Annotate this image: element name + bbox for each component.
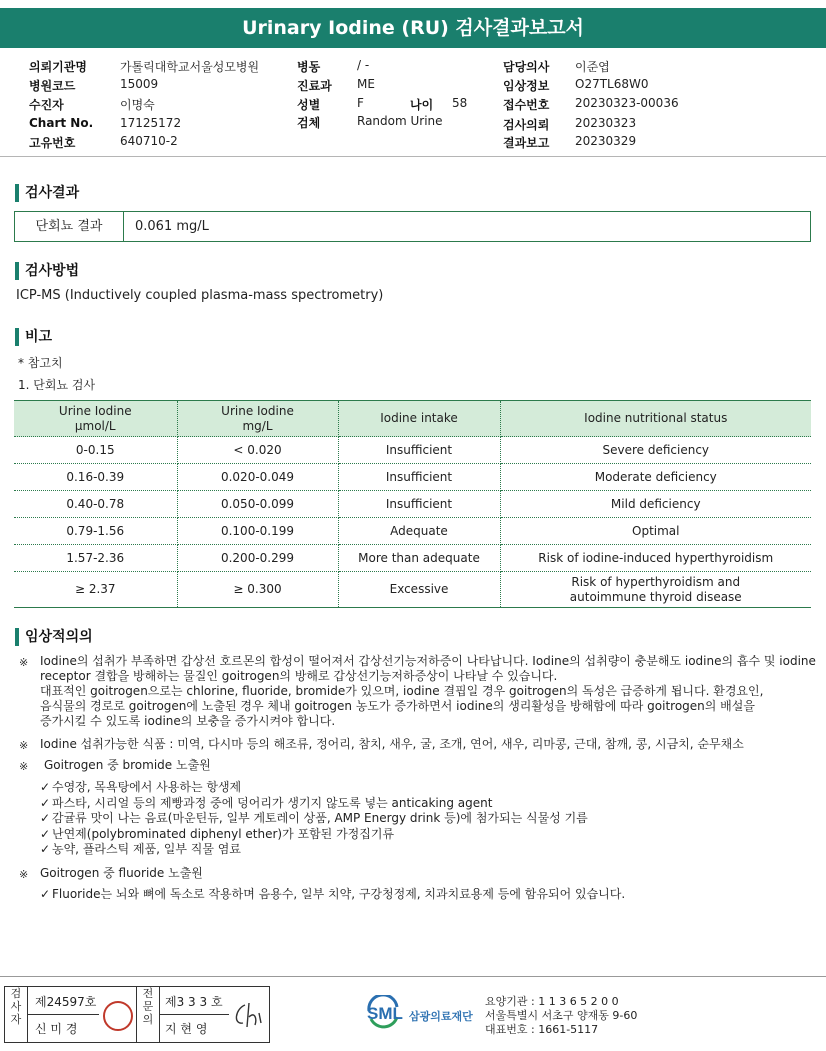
request-label: 검사의뢰 <box>503 118 550 132</box>
examiner-vertical-label: 검 사 자 <box>10 987 22 1026</box>
specialist-number: 제3 3 3 호 <box>165 995 223 1009</box>
table-cell: Optimal <box>500 518 811 545</box>
method-text: ICP-MS (Inductively coupled plasma-mass spectrometry) <box>16 288 384 303</box>
table-cell: Risk of iodine-induced hyperthyroidism <box>500 545 811 572</box>
sex-label: 성별 <box>297 98 321 112</box>
table-cell: Adequate <box>338 518 500 545</box>
table-header-cell: Iodine nutritional status <box>500 401 811 437</box>
institution-value: 가톨릭대학교서울성모병원 <box>120 60 260 74</box>
table-row <box>14 464 811 491</box>
table-cell: < 0.020 <box>177 437 338 464</box>
doctor-label: 담당의사 <box>503 60 550 74</box>
table-cell: Severe deficiency <box>500 437 811 464</box>
reference-table <box>14 400 811 608</box>
dept-label: 진료과 <box>297 79 332 93</box>
bromide-item-5: ✓ 농약, 플라스틱 제품, 일부 직물 염료 <box>40 842 241 856</box>
table-cell: 0.40-0.78 <box>14 491 177 518</box>
sex-value: F <box>357 96 364 110</box>
chart-value: 17125172 <box>120 116 182 130</box>
table-cell: 0.050-0.099 <box>177 491 338 518</box>
unique-label: 고유번호 <box>29 136 76 150</box>
specimen-label: 검체 <box>297 116 321 130</box>
bromide-item-3: ✓ 감귤류 맛이 나는 음료(마운틴듀, 일부 게토레이 상품, AMP Energy drink 등)에 첨가되는 식물성 기름 <box>40 811 588 825</box>
age-value: 58 <box>452 96 468 110</box>
clinical-foods: Iodine 섭취가능한 식품 : 미역, 다시마 등의 해조류, 정어리, 참치, 새우, 굴, 조개, 연어, 새우, 리마콩, 근대, 참깨, 콩, 시금치, 순무채소 <box>40 737 744 751</box>
doctor-value: 이준엽 <box>575 60 610 74</box>
specialist-signature <box>231 999 265 1031</box>
patient-value: 이명숙 <box>120 98 155 112</box>
chart-label: Chart No. <box>29 116 94 130</box>
table-row <box>14 437 811 464</box>
bromide-item-2: ✓ 파스타, 시리얼 등의 제빵과정 중에 덩어리가 생기지 않도록 넣는 anticaking agent <box>40 796 493 810</box>
table-cell: Insufficient <box>338 491 500 518</box>
table-cell: Risk of hyperthyroidism and autoimmune thyroid disease <box>500 572 811 608</box>
sml-logo <box>363 995 483 1035</box>
report-date-label: 결과보고 <box>503 136 550 150</box>
table-cell: Excessive <box>338 572 500 608</box>
table-cell: ≥ 2.37 <box>14 572 177 608</box>
table-cell: Insufficient <box>338 464 500 491</box>
receipt-label: 접수번호 <box>503 98 550 112</box>
fluoride-item-1: ✓ Fluoride는 뇌와 뼈에 독소로 작용하며 음용수, 일부 치약, 구강청정제, 치과치료용제 등에 함유되어 있습니다. <box>40 887 626 901</box>
hospital-code-value: 15009 <box>120 77 159 91</box>
result-box <box>14 211 811 242</box>
check-icon: ✓ <box>40 811 51 825</box>
bromide-item-1: ✓ 수영장, 목욕탕에서 사용하는 항생제 <box>40 780 242 794</box>
examiner-stamp <box>103 1001 133 1031</box>
note-mark-4: ※ <box>19 868 29 881</box>
check-icon: ✓ <box>40 887 51 901</box>
result-label: 단회뇨 결과 <box>15 212 124 241</box>
reference-item: 1. 단회뇨 검사 <box>18 378 96 392</box>
check-icon: ✓ <box>40 842 51 856</box>
organization-info: 요양기관 : 1 1 3 6 5 2 0 0 서울특별시 서초구 양재동 9-60 대표번호 : 1661-5117 <box>485 995 638 1036</box>
fluoride-heading: Goitrogen 중 fluoride 노출원 <box>40 866 203 880</box>
logo-org-name: 삼광의료재단 <box>409 1010 473 1023</box>
clinical-info-value: O27TL68W0 <box>575 77 649 91</box>
specialist-name: 지 현 영 <box>165 1022 208 1036</box>
table-cell: 0-0.15 <box>14 437 177 464</box>
ward-value: / - <box>357 58 370 72</box>
check-icon: ✓ <box>40 796 51 810</box>
table-header-row <box>14 401 811 437</box>
check-icon: ✓ <box>40 827 51 841</box>
table-header-cell: Iodine intake <box>338 401 500 437</box>
signature-box <box>4 986 270 1043</box>
table-row <box>14 518 811 545</box>
result-value: 0.061 mg/L <box>135 219 209 234</box>
logo-text: SML <box>367 1004 403 1023</box>
bromide-heading: Goitrogen 중 bromide 노출원 <box>44 758 211 772</box>
unique-value: 640710-2 <box>120 134 178 148</box>
specimen-value: Random Urine <box>357 114 443 128</box>
table-row <box>14 545 811 572</box>
footer-divider <box>0 976 826 977</box>
dept-value: ME <box>357 77 375 91</box>
report-title: Urinary Iodine (RU) 검사결과보고서 <box>0 8 826 48</box>
table-cell: More than adequate <box>338 545 500 572</box>
table-cell: Mild deficiency <box>500 491 811 518</box>
note-mark-2: ※ <box>19 739 29 752</box>
table-cell: 0.200-0.299 <box>177 545 338 572</box>
hospital-code-label: 병원코드 <box>29 79 76 93</box>
note-mark-3: ※ <box>19 760 29 773</box>
age-label: 나이 <box>410 98 434 112</box>
table-cell: 0.79-1.56 <box>14 518 177 545</box>
receipt-value: 20230323-00036 <box>575 96 679 110</box>
examiner-name: 신 미 경 <box>35 1022 78 1036</box>
report-date-value: 20230329 <box>575 134 637 148</box>
patient-label: 수진자 <box>29 98 64 112</box>
table-cell: 1.57-2.36 <box>14 545 177 572</box>
patient-info <box>0 56 826 152</box>
table-row <box>14 491 811 518</box>
header-divider <box>0 156 826 157</box>
specialist-vertical-label: 전 문 의 <box>142 987 154 1026</box>
table-row <box>14 572 811 608</box>
request-value: 20230323 <box>575 116 637 130</box>
institution-label: 의뢰기관명 <box>29 60 87 74</box>
table-cell: Insufficient <box>338 437 500 464</box>
table-cell: ≥ 0.300 <box>177 572 338 608</box>
clinical-info-label: 임상정보 <box>503 79 550 93</box>
table-cell: 0.100-0.199 <box>177 518 338 545</box>
table-cell: 0.16-0.39 <box>14 464 177 491</box>
table-cell: Moderate deficiency <box>500 464 811 491</box>
table-header-cell: Urine Iodine mg/L <box>177 401 338 437</box>
check-icon: ✓ <box>40 780 51 794</box>
ward-label: 병동 <box>297 60 321 74</box>
table-cell: 0.020-0.049 <box>177 464 338 491</box>
bromide-item-4: ✓ 난연제(polybrominated diphenyl ether)가 포함된 가정집기류 <box>40 827 395 841</box>
table-header-cell: Urine Iodine μmol/L <box>14 401 177 437</box>
note-mark-1: ※ <box>19 656 29 669</box>
clinical-paragraph-1: Iodine의 섭취가 부족하면 갑상선 호르몬의 합성이 떨어져서 갑상선기능저하증이 나타납니다. Iodine의 섭취량이 충분해도 iodine의 흡수 및 iodine receptor 결합을 방해하는 물질인 goitrogen의 방해로 갑상선기능저하증상이 나타날 수 있습니다. 대표적인 goitrogen으로는 chlorine, fluoride, bromide가 있으며, iodine 결핍일 경우 goitrogen의 독성은 급증하게 됩니다. 환경요인, 음식물의 경로로 goitrogen에 노출된 경우 체내 goitrogen 농도가 증가하면서 iodine의 생리활성을 방해함에 따라 goitrogen의 배설을 증가시킬 수 있도록 iodine의 보충을 증가시켜야 합니다. <box>40 654 816 728</box>
examiner-number: 제24597호 <box>35 995 97 1009</box>
reference-note: * 참고치 <box>18 356 63 370</box>
